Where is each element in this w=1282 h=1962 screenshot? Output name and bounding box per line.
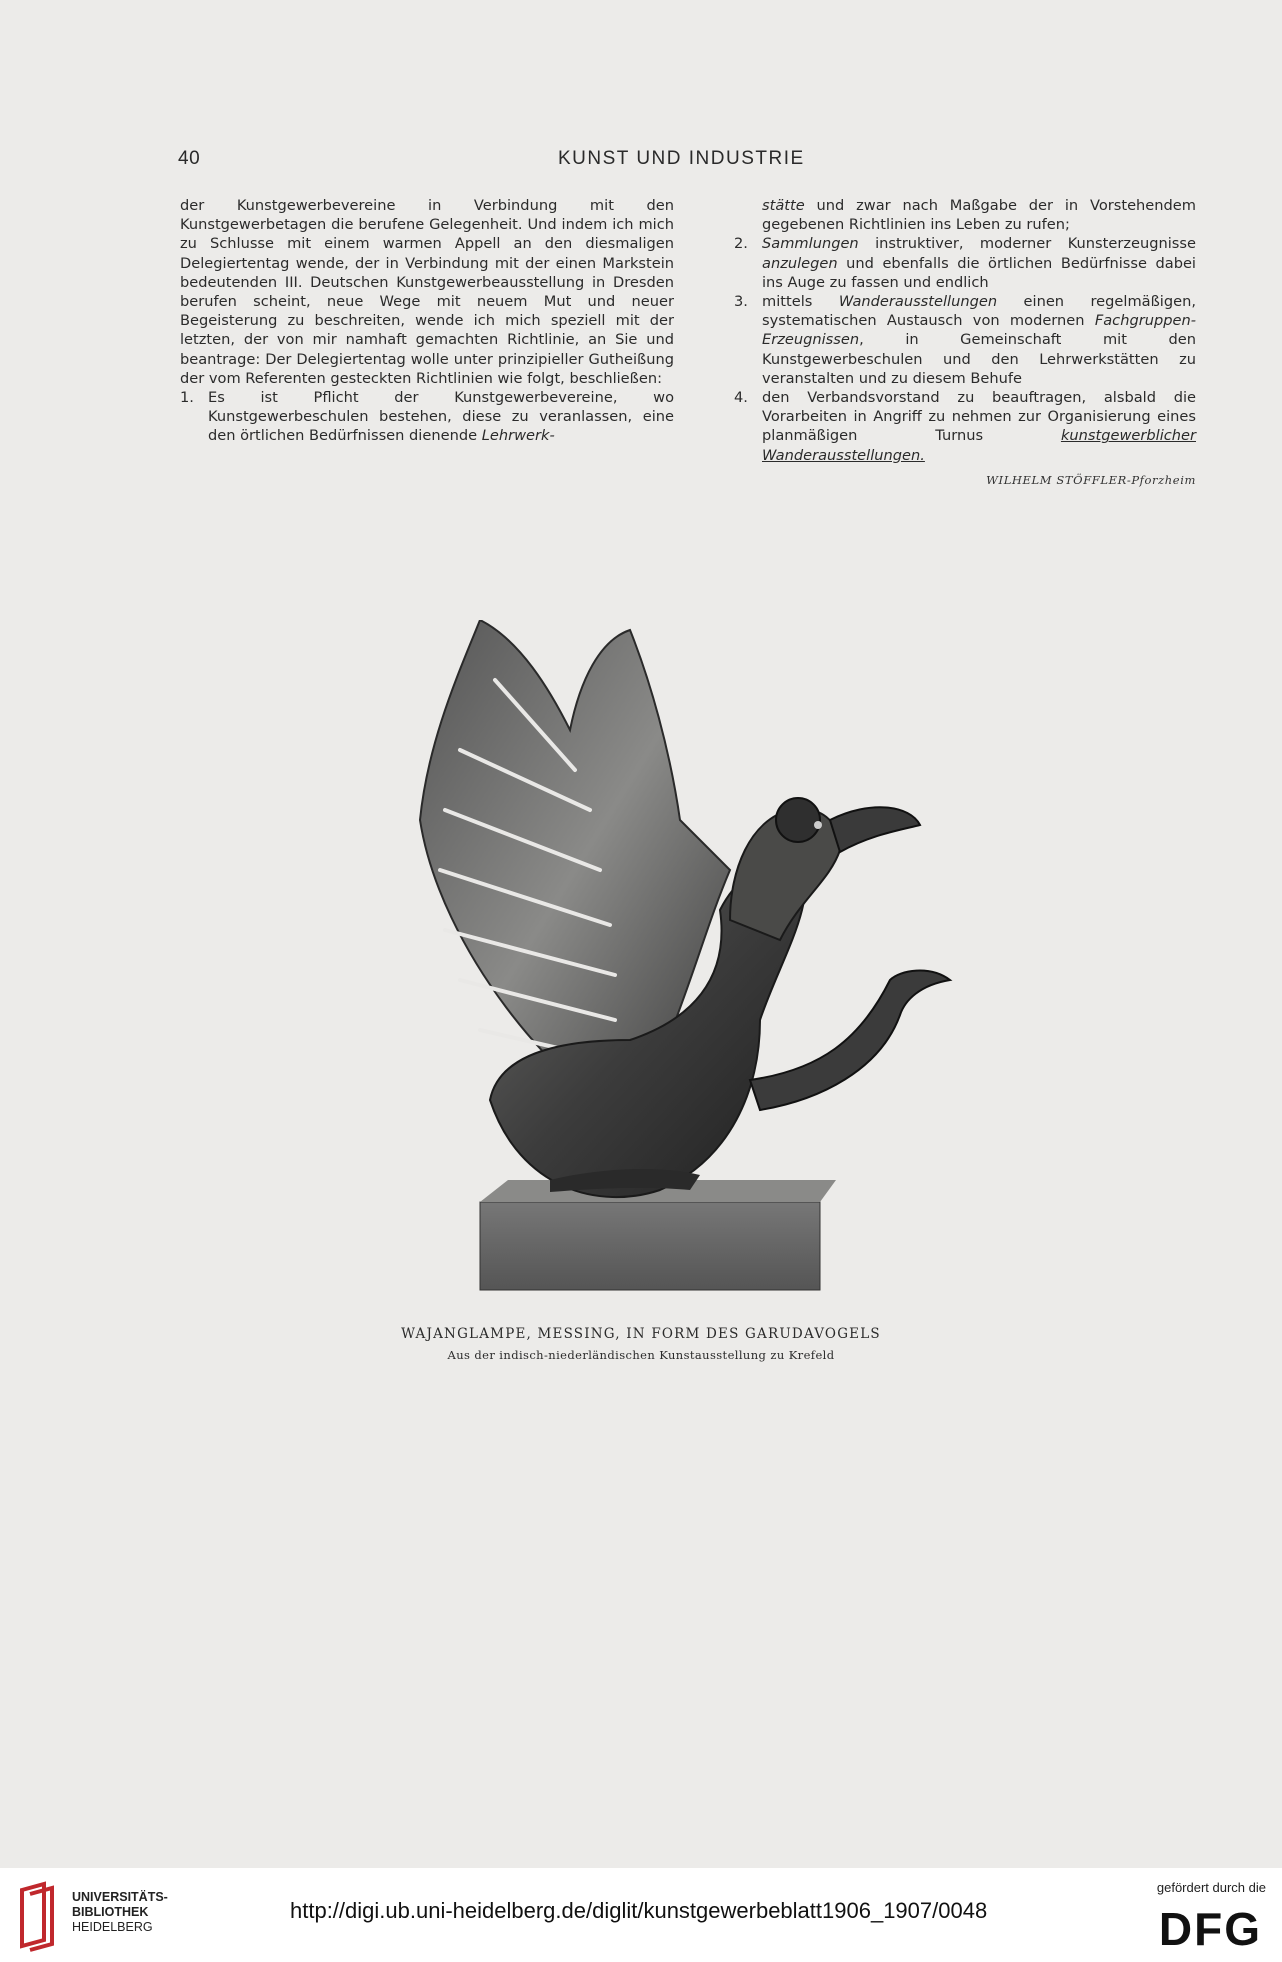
list-text: den Verbandsvorstand zu beauftragen, alsbald die Vorarbeiten in Angriff zu nehmen zur Organisierung eines planmäßigen Turnus [762, 389, 1196, 445]
list-number: 1. [180, 389, 194, 407]
left-column [180, 196, 674, 446]
list-text: mittels [762, 293, 839, 311]
list-text: und ebenfalls die örtlichen Bedürfnisse dabei ins Auge zu fassen und endlich [762, 254, 1196, 291]
page-header [178, 148, 1178, 172]
list-item-2 [734, 234, 1196, 292]
permalink-url[interactable]: http://digi.ub.uni-heidelberg.de/diglit/kunstgewerbeblatt1906_1907/0048 [290, 1898, 988, 1923]
bird-crest [776, 798, 820, 842]
body-paragraph: der Kunstgewerbevereine in Verbindung mit den Kunstgewerbetagen die berufene Gelegenheit. Und indem ich mich zu Schlusse mit einem warmen Appell an den diesmaligen Delegiertentag wende, der in Verbindung mit der einen Markstein bedeutenden III. Deutschen Kunstgewerbeausstellung in Dresden berufen scheint, neue Wege mit neuem Mut und neuer Begeisterung zu beschreiten, wende ich mich speziell mit der letzten, der von mir namhaft gemachten Richtlinie, an Sie und beantrage: Der Delegiertentag wolle unter prinzipieller Gutheißung der vom Referenten gesteckten Richtlinien wie folgt, beschließen: [180, 197, 674, 387]
list-item-4 [734, 388, 1196, 465]
funding-note: gefördert durch die [1156, 1880, 1266, 1895]
italic-term: Fachgruppen-Erzeugnissen [762, 312, 1196, 349]
library-name [72, 1890, 168, 1935]
list-text: einen regelmäßigen, systematischen Austausch von modernen [762, 293, 1196, 330]
library-name-line2: BIBLIOTHEK [72, 1905, 149, 1919]
right-column [734, 196, 1196, 490]
bird-beak [830, 807, 920, 852]
bird-eye [814, 821, 822, 829]
pedestal [480, 1202, 820, 1290]
ub-heidelberg-logo-icon [14, 1880, 62, 1952]
list-text-italic: Lehrwerk- [481, 427, 555, 445]
italic-term: Sammlungen [762, 235, 859, 253]
library-name-line3: HEIDELBERG [72, 1920, 153, 1934]
italic-term: Wanderausstellungen [838, 293, 998, 311]
list-item-1 [180, 388, 674, 446]
italic-term: stätte [762, 197, 805, 214]
italic-term: kunstgewerblicher Wanderausstellungen. [762, 427, 1196, 464]
list-text: und zwar nach Maßgabe der in Vorstehendem gegebenen Richtlinien ins Leben zu rufen; [762, 197, 1196, 234]
list-number: 3. [734, 293, 748, 311]
list-text: Es ist Pflicht der Kunstgewerbevereine, wo Kunstgewerbeschulen bestehen, diese zu veranlassen, eine den örtlichen Bedürfnissen dienende [208, 389, 674, 445]
dfg-logo: DFG [1158, 1903, 1262, 1955]
figure-caption-source: Aus der indisch-niederländischen Kunstausstellung zu Krefeld [447, 1348, 835, 1362]
garuda-lamp-photo [400, 620, 980, 1310]
footer-bar [0, 1868, 1282, 1962]
library-name-line1: UNIVERSITÄTS- [72, 1890, 168, 1904]
italic-term: anzulegen [762, 254, 838, 272]
list-item-3 [734, 292, 1196, 388]
page-number: 40 [178, 148, 201, 169]
lamp-spout [750, 971, 950, 1110]
list-number: 2. [734, 235, 748, 253]
list-number: 4. [734, 389, 748, 407]
list-text: instruktiver, moderner Kunsterzeugnisse [858, 235, 1196, 253]
running-title: KUNST UND INDUSTRIE [558, 148, 805, 169]
list-text: , in Gemeinschaft mit den Kunstgewerbeschulen und den Lehrwerkstätten zu veranstalten und zu diesem Behufe [762, 331, 1196, 387]
author-signature: WILHELM STÖFFLER-Pforzheim [986, 472, 1196, 487]
list-item-1-continued [734, 196, 1196, 234]
figure-caption-title: WAJANGLAMPE, MESSING, IN FORM DES GARUDAVOGELS [401, 1326, 881, 1342]
